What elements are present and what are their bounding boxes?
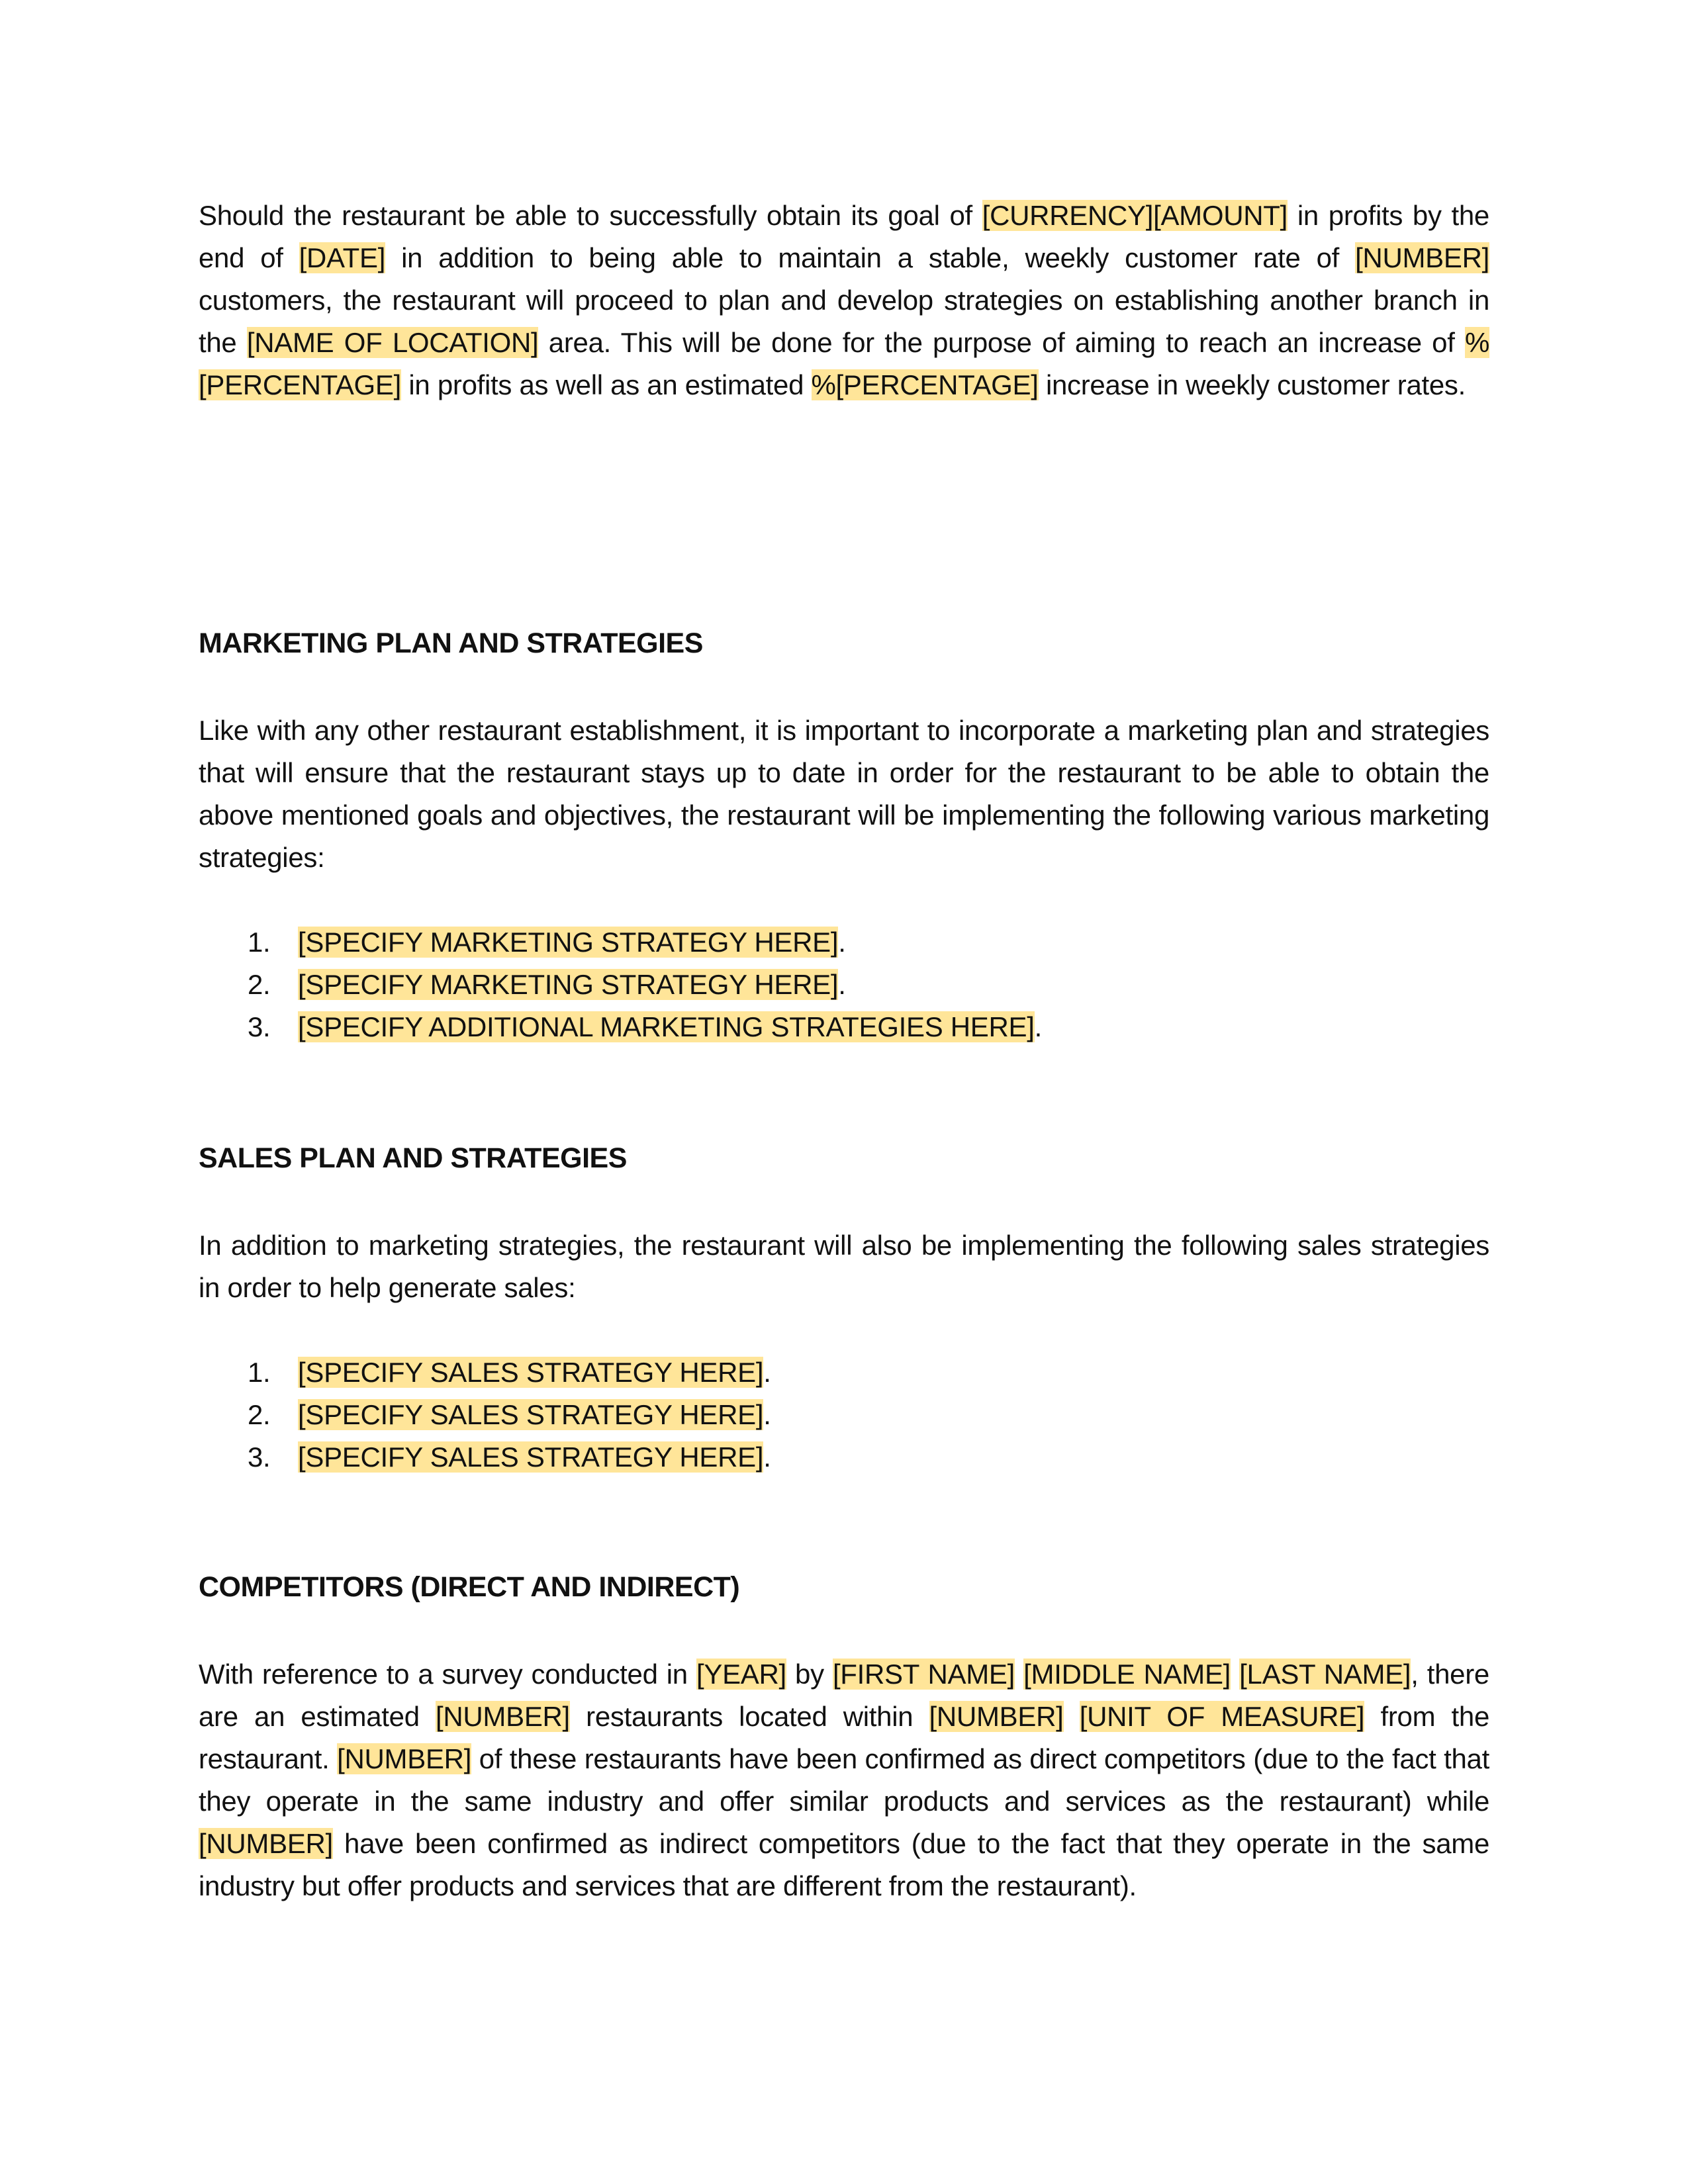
body-text: by xyxy=(786,1659,833,1690)
body-text: , there are an estimated xyxy=(199,1659,1489,1732)
placeholder-field[interactable]: [YEAR] xyxy=(696,1659,786,1690)
body-text: in addition to being able to maintain a stable, weekly customer rate of xyxy=(385,242,1356,273)
placeholder-field[interactable]: [SPECIFY ADDITIONAL MARKETING STRATEGIES HERE] xyxy=(298,1011,1035,1042)
placeholder-field[interactable]: [NUMBER] xyxy=(929,1701,1064,1732)
placeholder-field[interactable]: [NUMBER] xyxy=(1355,242,1490,273)
placeholder-field[interactable]: [NUMBER] xyxy=(435,1701,570,1732)
body-text: from the restaurant. xyxy=(199,1701,1490,1774)
body-text: restaurants located within xyxy=(569,1701,929,1732)
placeholder-field[interactable]: [UNIT OF MEASURE] xyxy=(1079,1701,1365,1732)
list-item: 3. [SPECIFY SALES STRATEGY HERE]. xyxy=(248,1441,771,1473)
intro-paragraph xyxy=(199,195,1489,406)
placeholder-field[interactable]: [SPECIFY SALES STRATEGY HERE] xyxy=(298,1357,764,1388)
placeholder-field[interactable]: %[PERCENTAGE] xyxy=(199,327,1489,400)
list-item: 2. [SPECIFY MARKETING STRATEGY HERE]. xyxy=(248,969,846,1000)
placeholder-field[interactable]: [SPECIFY SALES STRATEGY HERE] xyxy=(298,1441,764,1473)
competitors-heading: COMPETITORS (DIRECT AND INDIRECT) xyxy=(199,1571,740,1603)
body-text: area. This will be done for the purpose of aiming to reach an increase of xyxy=(538,327,1465,358)
body-text: have been confirmed as indirect competitors (due to the fact that they operate in the same industry but offer products and services that are different from the restaurant). xyxy=(199,1828,1489,1901)
sales-paragraph: In addition to marketing strategies, the restaurant will also be implementing the following sales strategies in order to help generate sales: xyxy=(199,1230,1489,1303)
body-text: in profits as well as an estimated xyxy=(401,369,812,400)
placeholder-field[interactable]: [FIRST NAME] xyxy=(832,1659,1015,1690)
sales-heading: SALES PLAN AND STRATEGIES xyxy=(199,1142,627,1174)
body-text: customers, the restaurant will proceed to plan and develop strategies on establishing another branch in the xyxy=(199,285,1489,358)
placeholder-field[interactable]: [SPECIFY MARKETING STRATEGY HERE] xyxy=(298,969,839,1000)
placeholder-field[interactable]: [MIDDLE NAME] xyxy=(1023,1659,1231,1690)
list-item: 3. [SPECIFY ADDITIONAL MARKETING STRATEGIES HERE]. xyxy=(248,1011,1043,1042)
competitors-paragraph xyxy=(199,1653,1489,1907)
body-text: in profits by the end of xyxy=(199,200,1489,273)
marketing-paragraph: Like with any other restaurant establishment, it is important to incorporate a marketing plan and strategies that will ensure that the restaurant stays up to date in order for the restaurant to be able to obtain the above mentioned goals and objectives, the restaurant will be implementing the following various marketing strategies: xyxy=(199,715,1489,873)
placeholder-field[interactable]: [NUMBER] xyxy=(199,1828,333,1859)
placeholder-field[interactable]: [DATE] xyxy=(299,242,386,273)
body-text: Should the restaurant be able to successfully obtain its goal of xyxy=(199,200,982,231)
placeholder-field[interactable]: %[PERCENTAGE] xyxy=(811,369,1039,400)
sales-strategy-list xyxy=(199,1351,1489,1479)
placeholder-field[interactable]: [CURRENCY][AMOUNT] xyxy=(982,200,1288,231)
list-item: 1. [SPECIFY SALES STRATEGY HERE]. xyxy=(248,1357,771,1388)
body-text: increase in weekly customer rates. xyxy=(1038,369,1466,400)
body-text: of these restaurants have been confirmed as direct competitors (due to the fact that they operate in the same industry and offer similar products and services as the restaurant) while xyxy=(199,1743,1489,1817)
body-text xyxy=(1231,1659,1239,1690)
body-text xyxy=(1015,1659,1023,1690)
placeholder-field[interactable]: [LAST NAME] xyxy=(1239,1659,1411,1690)
placeholder-field[interactable]: [NUMBER] xyxy=(337,1743,472,1774)
placeholder-field[interactable]: [NAME OF LOCATION] xyxy=(246,327,539,358)
body-text: With reference to a survey conducted in xyxy=(199,1659,696,1690)
list-item: 2. [SPECIFY SALES STRATEGY HERE]. xyxy=(248,1399,771,1430)
marketing-heading: MARKETING PLAN AND STRATEGIES xyxy=(199,627,703,659)
placeholder-field[interactable]: [SPECIFY MARKETING STRATEGY HERE] xyxy=(298,927,839,958)
placeholder-field[interactable]: [SPECIFY SALES STRATEGY HERE] xyxy=(298,1399,764,1430)
marketing-strategy-list xyxy=(199,921,1489,1048)
body-text xyxy=(1064,1701,1080,1732)
list-item: 1. [SPECIFY MARKETING STRATEGY HERE]. xyxy=(248,927,846,958)
